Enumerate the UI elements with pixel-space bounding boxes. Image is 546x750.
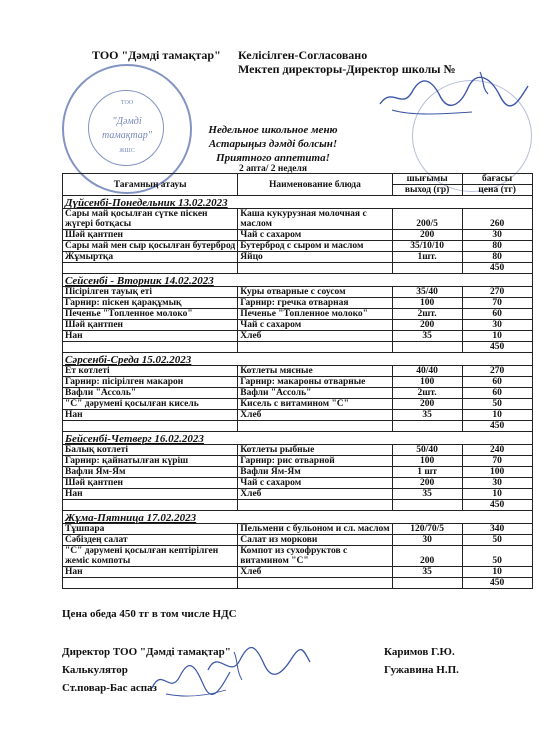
menu-wish-kz: Астарыңыз дәмді болсын!	[208, 138, 338, 150]
dish-name-ru: Хлеб	[238, 567, 392, 578]
dish-name-ru: Куры отварные с соусом	[238, 287, 392, 298]
menu-item-row	[63, 331, 533, 342]
menu-item-row	[63, 467, 533, 478]
dish-name-ru: Компот из сухофруктов с витамином "С"	[238, 546, 392, 567]
day-total-row	[63, 342, 533, 353]
dish-name-ru: Кисель с витамином "С"	[238, 399, 392, 410]
dish-name-kz: Шәй қантпен	[63, 230, 238, 241]
menu-item-row	[63, 567, 533, 578]
dish-name-kz: Сары май қосылған сүтке піскен жүгері ботқасы	[63, 209, 238, 230]
dish-name-ru: Хлеб	[238, 489, 392, 500]
dish-price: 60	[462, 309, 532, 320]
menu-item-row	[63, 287, 533, 298]
stamp-bottom-text: ЖШС	[119, 148, 135, 154]
dish-price: 260	[462, 209, 532, 230]
day-name: Дүйсенбі-Понедельник 13.02.2023	[63, 196, 533, 209]
dish-name-ru: Гарнир: рис отварной	[238, 456, 392, 467]
company-name: ТОО "Дәмді тамақтар"	[92, 48, 221, 62]
dish-yield: 1 шт	[392, 467, 462, 478]
menu-item-row	[63, 241, 533, 252]
dish-name-kz: Нан	[63, 410, 238, 421]
dish-price: 60	[462, 388, 532, 399]
day-total-row	[63, 500, 533, 511]
total-empty-cell	[238, 263, 392, 274]
menu-item-row	[63, 524, 533, 535]
day-name: Бейсенбі-Четверг 16.02.2023	[63, 432, 533, 445]
dish-yield: 200	[392, 546, 462, 567]
dish-yield: 100	[392, 298, 462, 309]
day-row	[63, 432, 533, 445]
calculator-name: Гужавина Н.П.	[384, 664, 459, 676]
menu-table	[62, 173, 533, 589]
menu-item-row	[63, 546, 533, 567]
total-empty-cell	[238, 578, 392, 589]
approval-line-2: Мектеп директоры-Директор школы №	[238, 62, 456, 76]
total-empty-cell	[392, 263, 462, 274]
header-yield: шығымы	[392, 174, 462, 185]
dish-name-ru: Чай с сахаром	[238, 320, 392, 331]
menu-item-row	[63, 252, 533, 263]
approval-line-1: Келісілген-Согласовано	[238, 48, 368, 62]
total-empty-cell	[63, 342, 238, 353]
dish-name-kz: Шәй қантпен	[63, 478, 238, 489]
menu-title: Недельное школьное меню	[208, 124, 338, 136]
menu-item-row	[63, 410, 533, 421]
dish-yield: 100	[392, 377, 462, 388]
menu-item-row	[63, 478, 533, 489]
dish-name-ru: Печенье "Топленное молоко"	[238, 309, 392, 320]
dish-yield: 200/5	[392, 209, 462, 230]
menu-item-row	[63, 535, 533, 546]
total-empty-cell	[238, 342, 392, 353]
dish-name-kz: "С" дәрумені қосылған кисель	[63, 399, 238, 410]
director-signature	[372, 66, 532, 122]
director-name: Каримов Г.Ю.	[384, 646, 455, 658]
price-note: Цена обеда 450 тг в том числе НДС	[62, 608, 237, 620]
day-total-row	[63, 263, 533, 274]
dish-yield: 200	[392, 478, 462, 489]
dish-price: 70	[462, 456, 532, 467]
dish-name-kz: Тұшпара	[63, 524, 238, 535]
week-label: 2 апта/ 2 неделя	[239, 164, 307, 174]
menu-item-row	[63, 230, 533, 241]
dish-yield: 200	[392, 399, 462, 410]
day-name: Жұма-Пятница 17.02.2023	[63, 511, 533, 524]
menu-item-row	[63, 489, 533, 500]
menu-item-row	[63, 366, 533, 377]
total-empty-cell	[238, 421, 392, 432]
day-name: Сейсенбі - Вторник 14.02.2023	[63, 274, 533, 287]
menu-item-row	[63, 209, 533, 230]
dish-name-kz: Нан	[63, 331, 238, 342]
menu-item-row	[63, 320, 533, 331]
day-total: 450	[462, 578, 532, 589]
dish-name-ru: Хлеб	[238, 331, 392, 342]
day-row	[63, 196, 533, 209]
dish-price: 10	[462, 410, 532, 421]
dish-yield: 200	[392, 320, 462, 331]
dish-price: 270	[462, 366, 532, 377]
total-empty-cell	[392, 578, 462, 589]
total-empty-cell	[63, 578, 238, 589]
dish-yield: 35	[392, 489, 462, 500]
dish-yield: 40/40	[392, 366, 462, 377]
dish-yield: 200	[392, 230, 462, 241]
dish-yield: 120/70/5	[392, 524, 462, 535]
dish-name-kz: Пісірілген тауық еті	[63, 287, 238, 298]
total-empty-cell	[238, 500, 392, 511]
dish-price: 270	[462, 287, 532, 298]
dish-name-ru: Котлеты мясные	[238, 366, 392, 377]
menu-item-row	[63, 388, 533, 399]
dish-name-kz: Шәй қантпен	[63, 320, 238, 331]
menu-wish-ru: Приятного аппетита!	[216, 152, 330, 164]
dish-name-ru: Гарнир: макароны отварные	[238, 377, 392, 388]
stamp-name-line2: тамақтар"	[102, 130, 152, 141]
dish-yield: 1шт.	[392, 252, 462, 263]
dish-yield: 30	[392, 535, 462, 546]
header-name-kz: Тағамның атауы	[63, 174, 238, 196]
day-total: 450	[462, 500, 532, 511]
total-empty-cell	[392, 421, 462, 432]
day-name: Сәрсенбі-Среда 15.02.2023	[63, 353, 533, 366]
dish-name-kz: Печенье "Топленное молоко"	[63, 309, 238, 320]
dish-name-ru: Вафли Ям-Ям	[238, 467, 392, 478]
total-empty-cell	[63, 500, 238, 511]
dish-yield: 35	[392, 567, 462, 578]
dish-price: 80	[462, 241, 532, 252]
dish-price: 60	[462, 377, 532, 388]
dish-name-kz: Вафли "Ассоль"	[63, 388, 238, 399]
dish-price: 50	[462, 399, 532, 410]
day-total-row	[63, 421, 533, 432]
dish-name-kz: Сары май мен сыр қосылған бутерброд	[63, 241, 238, 252]
menu-item-row	[63, 445, 533, 456]
dish-name-kz: Сәбіздең салат	[63, 535, 238, 546]
dish-name-kz: Нан	[63, 567, 238, 578]
header-price: бағасы	[462, 174, 532, 185]
dish-name-ru: Гарнир: гречка отварная	[238, 298, 392, 309]
dish-name-ru: Вафли "Ассоль"	[238, 388, 392, 399]
dish-name-kz: Жұмыртқа	[63, 252, 238, 263]
menu-item-row	[63, 456, 533, 467]
dish-name-ru: Каша кукурузная молочная с маслом	[238, 209, 392, 230]
dish-yield: 2шт.	[392, 388, 462, 399]
menu-item-row	[63, 309, 533, 320]
dish-price: 80	[462, 252, 532, 263]
dish-name-ru: Салат из моркови	[238, 535, 392, 546]
day-total-row	[63, 578, 533, 589]
dish-name-kz: "С" дәрумені қосылған кептірілген жеміс компоты	[63, 546, 238, 567]
director-label: Директор ТОО "Дәмді тамақтар"	[62, 646, 231, 658]
day-total: 450	[462, 421, 532, 432]
dish-name-kz: Балық котлеті	[63, 445, 238, 456]
day-row	[63, 511, 533, 524]
calculator-signature	[146, 660, 236, 700]
dish-price: 10	[462, 567, 532, 578]
dish-name-kz: Гарнир: пісірілген макарон	[63, 377, 238, 388]
dish-yield: 35/10/10	[392, 241, 462, 252]
dish-price: 10	[462, 331, 532, 342]
calculator-label: Калькулятор	[62, 664, 128, 676]
dish-name-kz: Гарнир: піскен қарақұмық	[63, 298, 238, 309]
dish-yield: 35/40	[392, 287, 462, 298]
menu-item-row	[63, 377, 533, 388]
menu-item-row	[63, 399, 533, 410]
dish-name-ru: Чай с сахаром	[238, 230, 392, 241]
header-name-ru: Наименование блюда	[238, 174, 392, 196]
dish-yield: 35	[392, 410, 462, 421]
dish-yield: 35	[392, 331, 462, 342]
total-empty-cell	[392, 500, 462, 511]
dish-price: 50	[462, 546, 532, 567]
dish-name-kz: Гарнир: қайнатылған күріш	[63, 456, 238, 467]
dish-name-ru: Чай с сахаром	[238, 478, 392, 489]
dish-price: 50	[462, 535, 532, 546]
total-empty-cell	[63, 421, 238, 432]
dish-price: 10	[462, 489, 532, 500]
dish-yield: 100	[392, 456, 462, 467]
dish-name-kz: Вафли Ям-Ям	[63, 467, 238, 478]
day-total: 450	[462, 263, 532, 274]
dish-price: 30	[462, 320, 532, 331]
dish-name-ru: Хлеб	[238, 410, 392, 421]
dish-price: 70	[462, 298, 532, 309]
dish-yield: 2шт.	[392, 309, 462, 320]
menu-item-row	[63, 298, 533, 309]
dish-name-ru: Котлеты рыбные	[238, 445, 392, 456]
stamp-top-text: ТОО	[120, 100, 134, 106]
dish-price: 240	[462, 445, 532, 456]
dish-price: 100	[462, 467, 532, 478]
dish-yield: 50/40	[392, 445, 462, 456]
header-yield-unit: выход (гр)	[392, 185, 462, 196]
dish-name-ru: Пельмени с бульоном и сл. маслом	[238, 524, 392, 535]
dish-name-ru: Яйцо	[238, 252, 392, 263]
stamp-name-line1: "Дәмді	[112, 116, 142, 127]
day-total: 450	[462, 342, 532, 353]
day-row	[63, 274, 533, 287]
dish-price: 30	[462, 478, 532, 489]
header-price-unit: цена (тг)	[462, 185, 532, 196]
dish-price: 340	[462, 524, 532, 535]
dish-name-ru: Бутерброд с сыром и маслом	[238, 241, 392, 252]
dish-name-kz: Нан	[63, 489, 238, 500]
dish-name-kz: Ет котлеті	[63, 366, 238, 377]
dish-price: 30	[462, 230, 532, 241]
day-row	[63, 353, 533, 366]
chef-label: Ст.повар-Бас аспаз	[62, 682, 157, 694]
total-empty-cell	[63, 263, 238, 274]
total-empty-cell	[392, 342, 462, 353]
